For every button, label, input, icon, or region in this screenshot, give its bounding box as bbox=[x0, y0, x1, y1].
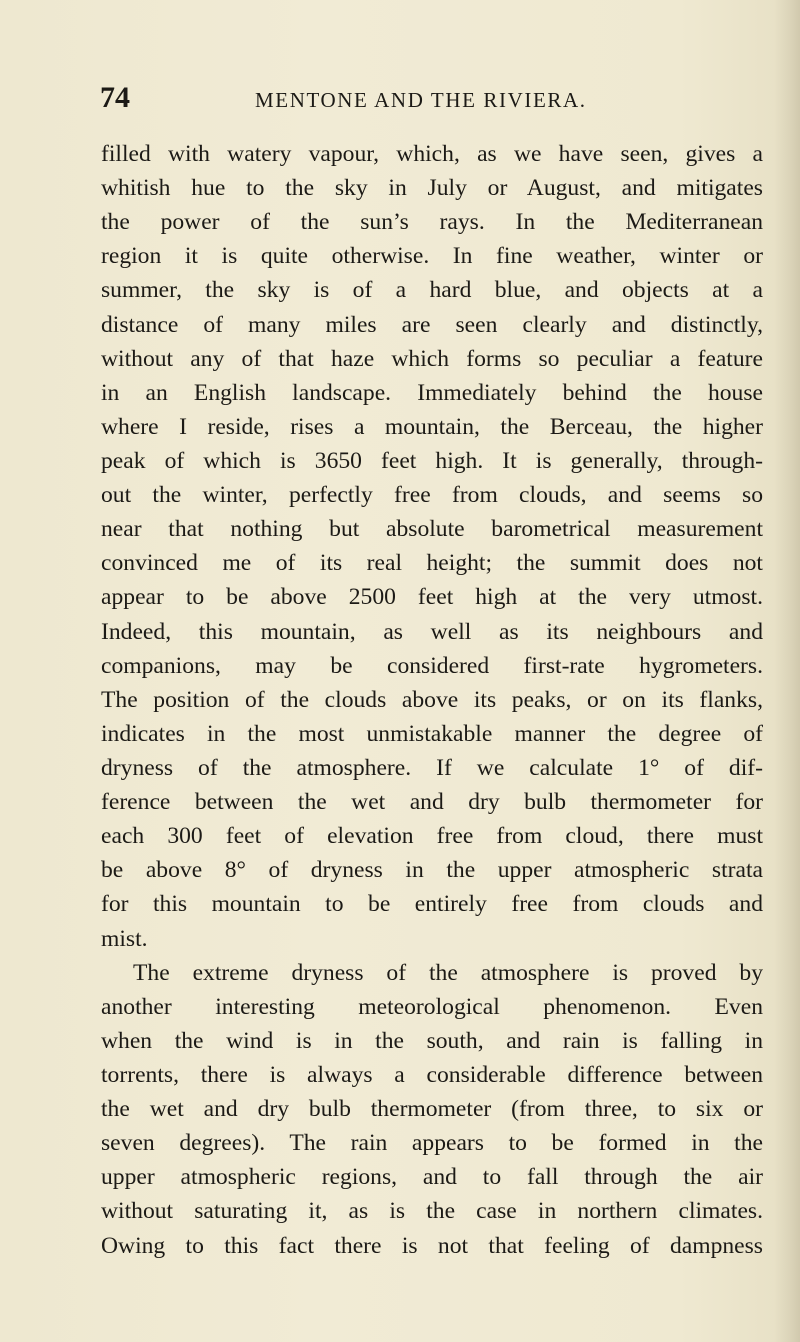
text-line: The position of the clouds above its peaks, or on its flanks, bbox=[101, 686, 763, 713]
text-line: dryness of the atmosphere. If we calculate 1° of dif- bbox=[101, 754, 763, 781]
text-line: convinced me of its real height; the summit does not bbox=[101, 550, 763, 577]
text-line: peak of which is 3650 feet high. It is generally, through- bbox=[101, 447, 763, 474]
body-text bbox=[101, 137, 763, 1263]
text-line: near that nothing but absolute barometrical measurement bbox=[101, 516, 763, 543]
text-line: region it is quite otherwise. In fine weather, winter or bbox=[101, 243, 763, 270]
text-line: summer, the sky is of a hard blue, and objects at a bbox=[101, 277, 763, 304]
text-line: distance of many miles are seen clearly and distinctly, bbox=[101, 311, 763, 338]
running-head: MENTONE AND THE RIVIERA. bbox=[255, 88, 587, 112]
text-line: torrents, there is always a considerable difference between bbox=[101, 1061, 763, 1088]
page-header bbox=[100, 80, 740, 120]
text-line: another interesting meteorological phenomenon. Even bbox=[101, 993, 763, 1020]
text-line: the wet and dry bulb thermometer (from three, to six or bbox=[101, 1096, 763, 1123]
text-line: without any of that haze which forms so peculiar a feature bbox=[101, 345, 763, 372]
text-line: where I reside, rises a mountain, the Berceau, the higher bbox=[101, 413, 763, 440]
page-number: 74 bbox=[100, 81, 130, 114]
text-line: seven degrees). The rain appears to be formed in the bbox=[101, 1130, 763, 1157]
paragraph-start-line: The extreme dryness of the atmosphere is proved by bbox=[133, 959, 763, 986]
text-line: appear to be above 2500 feet high at the very utmost. bbox=[101, 584, 763, 611]
text-line: for this mountain to be entirely free from clouds and bbox=[101, 891, 763, 918]
text-line: without saturating it, as is the case in northern climates. bbox=[101, 1198, 763, 1225]
text-line: indicates in the most unmistakable manner the degree of bbox=[101, 720, 763, 747]
text-line: Owing to this fact there is not that feeling of dampness bbox=[101, 1232, 763, 1259]
text-line: in an English landscape. Immediately behind the house bbox=[101, 379, 763, 406]
text-line: each 300 feet of elevation free from cloud, there must bbox=[101, 823, 763, 850]
text-line: be above 8° of dryness in the upper atmospheric strata bbox=[101, 857, 763, 884]
page-edge-shadow bbox=[774, 0, 800, 1342]
text-line: whitish hue to the sky in July or August, and mitigates bbox=[101, 175, 763, 202]
text-line: filled with watery vapour, which, as we have seen, gives a bbox=[101, 141, 763, 167]
text-line: Indeed, this mountain, as well as its neighbours and bbox=[101, 618, 763, 645]
text-line: out the winter, perfectly free from clouds, and seems so bbox=[101, 482, 763, 509]
text-line: companions, may be considered first-rate hygrometers. bbox=[101, 652, 763, 679]
text-line: when the wind is in the south, and rain is falling in bbox=[101, 1027, 763, 1054]
text-line: upper atmospheric regions, and to fall through the air bbox=[101, 1164, 763, 1191]
paragraph-end-line: mist. bbox=[101, 925, 148, 952]
text-line: ference between the wet and dry bulb thermometer for bbox=[101, 789, 763, 816]
text-line: the power of the sun’s rays. In the Mediterranean bbox=[101, 209, 763, 236]
